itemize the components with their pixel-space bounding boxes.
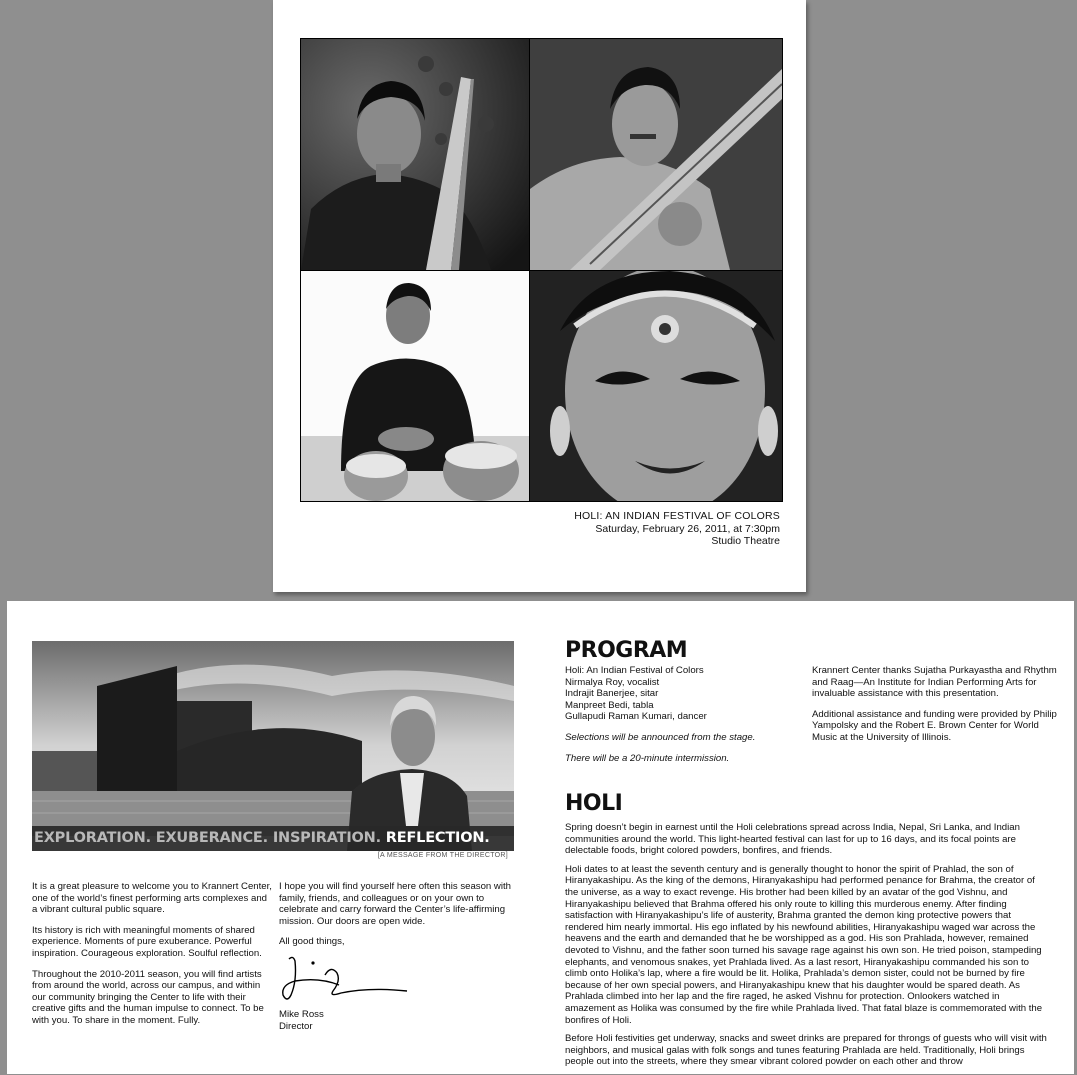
thanks-text: Krannert Center thanks Sujatha Purkayastha and Rhythm and Raag—An Institute for Indian Performing Arts for invaluable assistance with this presentation.	[812, 665, 1057, 700]
sitar-player-photo	[530, 39, 782, 270]
paragraph: Throughout the 2010-2011 season, you will find artists from around the world, across our campus, and within our community bringing the Center to life with their creative gifts and the human impulse to connect. To be with you. To share in the moment. Fully.	[32, 968, 264, 1026]
paragraph: I hope you will find yourself here often this season with family, friends, and colleagues or on your own to celebrate and carry forward the Center’s life-affirming mission. Our doors are open wide.	[279, 881, 511, 927]
paragraph: Holi dates to at least the seventh century and is generally thought to honor the spirit of Prahlad, the son of Hiranyakashipu. As the king of the demons, Hiranyakashipu had performed penance for Brahma, the creator of the universe, as a way to exact revenge. His brother had been killed by an avatar of the god Vishnu, and Hiranyakashipu believed that Brahma offered his only route to killing this murderous enemy. After finding satisfaction with Hiranyakashipu’s life of austerity, Brahma granted the demon king protective powers that rendered him nearly immortal. His ego inflated by his newfound abilities, Hiranyakashipu waged war across the heavens and the earth and demanded that he be worshipped as a god. His son Prahlada, however, remained devoted to Vishnu, and the father soon turned his savage rage against his own son. He tried poison, stampeding elephants, and venomous snakes, yet Prahlada lived. As a last resort, Hiranyakashipu commanded his son to climb onto Holika’s lap, where a fire would be lit. Holika, Prahlada’s demon sister, could not be burned by fire because of her own special powers, and Hiranyakashipu knew that his daughter would be spared death. As Prahlada climbed into her lap and the fire raged, he asked Vishnu for protection. Onlookers watched in amazement as Holika was consumed by the fire while Prahlada lived. That fatal blaze is commemorated with the bonfires of Holi.	[565, 863, 1043, 1026]
funding-text: Additional assistance and funding were provided by Philip Yampolsky and the Robert E. Brown Center for World Music at the University of Illinois.	[812, 708, 1057, 743]
program-line: Indrajit Banerjee, sitar	[565, 688, 659, 700]
director-signoff	[279, 1009, 324, 1032]
cover-title: HOLI: AN INDIAN FESTIVAL OF COLORS	[574, 510, 780, 522]
director-banner	[32, 641, 514, 851]
paragraph: Spring doesn’t begin in earnest until the Holi celebrations spread across India, Nepal, Sri Lanka, and Indian communities around the world. This light-hearted festival can last for up to 16 days, and its focal points are delectable foods, bright colored powders, bonfires, and friends.	[565, 822, 1020, 857]
tagline-word: INSPIRATION.	[272, 830, 381, 846]
program-heading: PROGRAM	[565, 638, 688, 663]
director-name: Mike Ross	[279, 1009, 324, 1020]
paragraph: Before Holi festivities get underway, snacks and sweet drinks are prepared for throngs of guests who will visit with neighbors, and musical galas with folk songs and tunes featuring Prahlada are held. Traditionally, Holi brings people out into the streets, where they smear vibrant colored powder on each other and throw	[565, 1033, 1047, 1068]
program-credits	[812, 665, 1057, 753]
krannert-center-photo	[32, 641, 514, 851]
program-note: There will be a 20-minute intermission.	[565, 752, 730, 764]
cover-event-info	[574, 510, 780, 548]
tagline-highlight: REFLECTION.	[385, 830, 490, 846]
holi-heading: HOLI	[565, 791, 623, 816]
director-role: Director	[279, 1020, 313, 1032]
tagline-word: EXPLORATION.	[34, 830, 151, 846]
vocalist-photo	[301, 39, 529, 270]
cover-venue: Studio Theatre	[711, 535, 780, 547]
dancer-photo	[530, 271, 782, 501]
inner-spread	[7, 601, 1074, 1074]
director-message-col1	[32, 881, 272, 1036]
cover-date: Saturday, February 26, 2011, at 7:30pm	[595, 522, 780, 535]
message-label: [A MESSAGE FROM THE DIRECTOR]	[377, 852, 508, 859]
banner-tagline	[32, 826, 514, 851]
paragraph: It is a great pleasure to welcome you to Krannert Center, one of the world’s finest performing arts complexes and a vibrant cultural public square.	[32, 881, 272, 916]
cover-page	[273, 0, 806, 592]
program-note: Selections will be announced from the stage.	[565, 731, 756, 743]
photo-grid	[300, 38, 783, 502]
director-message-col2	[279, 881, 514, 957]
director-signature	[279, 951, 409, 1009]
program-line: Manpreet Bedi, tabla	[565, 699, 654, 711]
tabla-player-photo	[301, 271, 529, 501]
program-line: Gullapudi Raman Kumari, dancer	[565, 711, 707, 723]
holi-article	[565, 822, 1049, 1075]
program-line: Holi: An Indian Festival of Colors	[565, 665, 704, 676]
program-listing	[565, 665, 805, 764]
paragraph: All good things,	[279, 936, 345, 948]
program-line: Nirmalya Roy, vocalist	[565, 676, 660, 688]
tagline-word: EXUBERANCE.	[155, 830, 268, 846]
paragraph: Its history is rich with meaningful moments of shared experience. Moments of pure exuberance. Powerful inspiration. Courageous exploration. Soulful reflection.	[32, 924, 262, 959]
